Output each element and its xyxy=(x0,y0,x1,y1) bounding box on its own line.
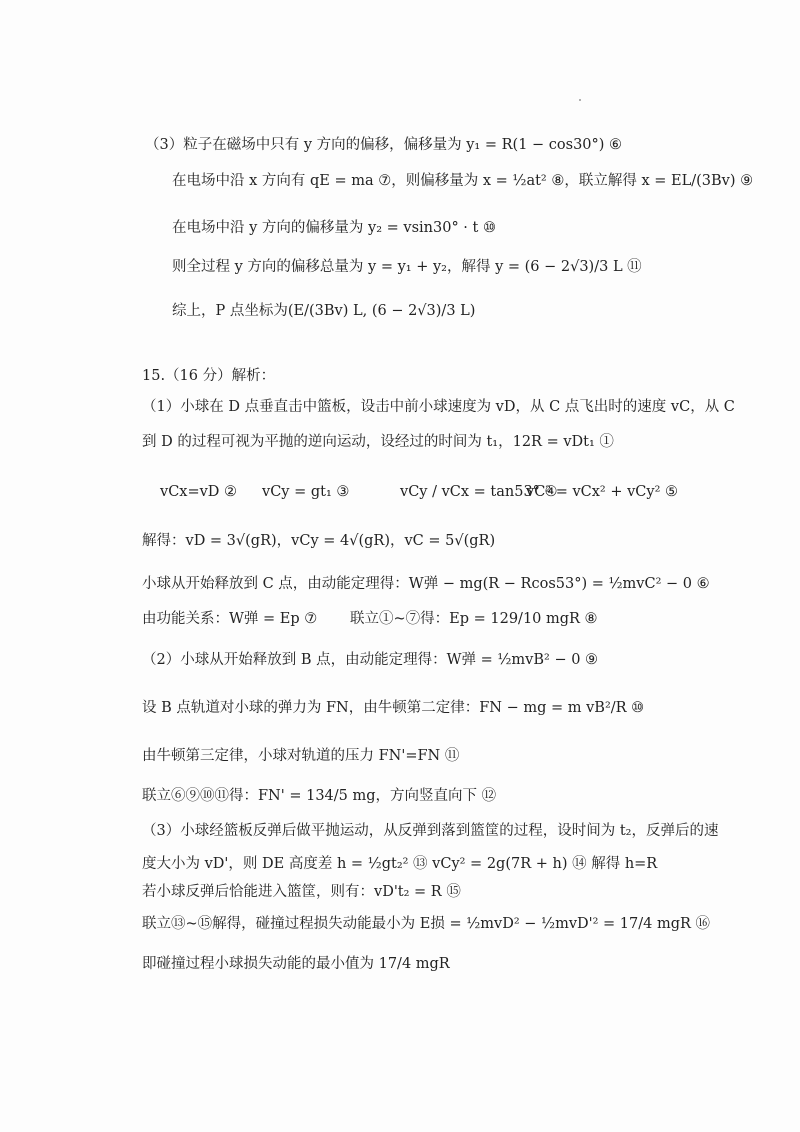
s3-line3: 在电场中沿 y 方向的偏移量为 y₂ = vsin30° · t ⑩ xyxy=(172,220,496,236)
p3-line4: 联立⑬~⑮解得，碰撞过程损失动能最小为 E损 = ½mvD² − ½mvD'² = 17/4 mgR ⑯ xyxy=(142,916,711,932)
eq-4: vCy / vCx = tan53° ④ xyxy=(400,484,558,500)
p3-line5: 即碰撞过程小球损失动能的最小值为 17/4 mgR xyxy=(142,956,450,972)
s3-line1: （3）粒子在磁场中只有 y 方向的偏移，偏移量为 y₁ = R(1 − cos30°) ⑥ xyxy=(145,137,623,153)
scan-speck xyxy=(579,99,581,101)
energy-line2b: 联立①~⑦得：Ep = 129/10 mgR ⑧ xyxy=(350,611,598,627)
energy-line2a: 由功能关系：W弹 = Ep ⑦ xyxy=(142,611,318,627)
p2-line1: （2）小球从开始释放到 B 点，由动能定理得：W弹 = ½mvB² − 0 ⑨ xyxy=(142,652,599,668)
s3-line5: 综上，P 点坐标为(E/(3Bv) L, (6 − 2√3)/3 L) xyxy=(172,303,476,319)
p2-line2: 设 B 点轨道对小球的弹力为 FN，由牛顿第二定律：FN − mg = m vB²/R ⑩ xyxy=(142,700,645,716)
p2-line3: 由牛顿第三定律，小球对轨道的压力 FN'=FN ⑪ xyxy=(142,748,460,764)
p3-line1: （3）小球经篮板反弹后做平抛运动，从反弹到落到篮筐的过程，设时间为 t₂，反弹后的速 xyxy=(142,823,719,839)
p1-line2: 到 D 的过程可视为平抛的逆向运动，设经过的时间为 t₁，12R = vDt₁ ① xyxy=(142,434,614,450)
p2-line4: 联立⑥⑨⑩⑪得：FN' = 134/5 mg，方向竖直向下 ⑫ xyxy=(142,788,497,804)
eq-3: vCy = gt₁ ③ xyxy=(262,484,350,500)
solve-line: 解得：vD = 3√(gR)，vCy = 4√(gR)，vC = 5√(gR) xyxy=(142,533,496,549)
p3-line2: 度大小为 vD'，则 DE 高度差 h = ½gt₂² ⑬ vCy² = 2g(7R + h) ⑭ 解得 h=R xyxy=(142,856,658,872)
p3-line3: 若小球反弹后恰能进入篮筐，则有：vD't₂ = R ⑮ xyxy=(142,884,461,900)
problem15-title: 15.（16 分）解析： xyxy=(142,368,276,384)
s3-line4: 则全过程 y 方向的偏移总量为 y = y₁ + y₂，解得 y = (6 − 2√3)/3 L ⑪ xyxy=(172,259,642,275)
energy-line1: 小球从开始释放到 C 点，由动能定理得：W弹 − mg(R − Rcos53°) = ½mvC² − 0 ⑥ xyxy=(142,576,710,592)
p1-line1: （1）小球在 D 点垂直击中篮板，设击中前小球速度为 vD，从 C 点飞出时的速度 vC，从 C xyxy=(142,399,735,415)
eq-2: vCx=vD ② xyxy=(160,484,238,500)
s3-line2: 在电场中沿 x 方向有 qE = ma ⑦，则偏移量为 x = ½at² ⑧，联立解得 x = EL/(3Bv) ⑨ xyxy=(172,173,754,189)
eq-5: vC² = vCx² + vCy² ⑤ xyxy=(526,484,679,500)
